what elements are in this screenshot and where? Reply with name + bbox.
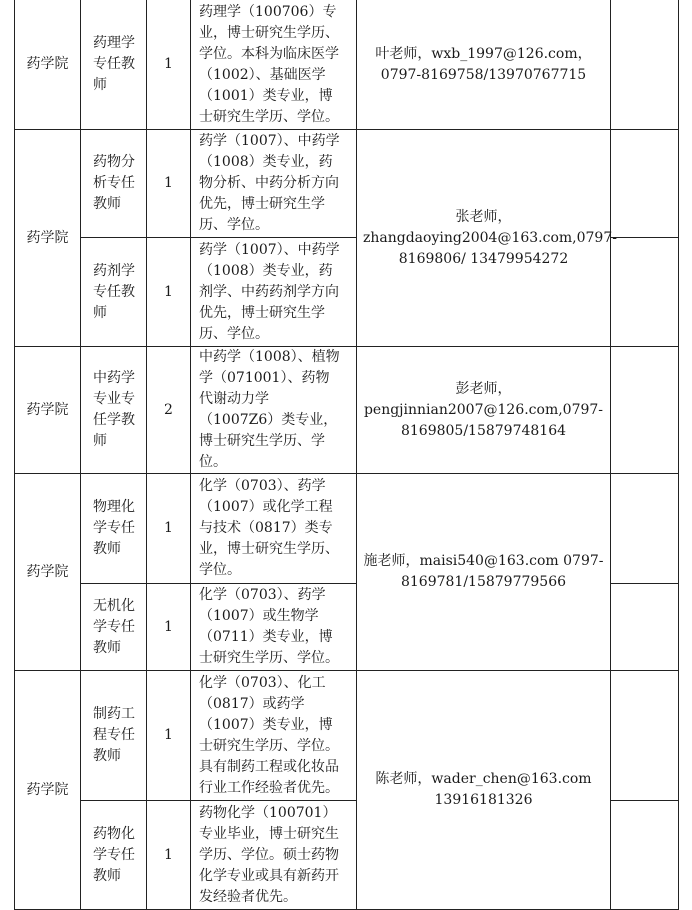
department-cell: 药学院 bbox=[15, 0, 81, 130]
requirement-cell bbox=[191, 584, 357, 671]
note-cell bbox=[611, 584, 679, 671]
requirement-cell bbox=[191, 801, 357, 910]
position-text: 中药学专业专任学教师 bbox=[93, 370, 135, 449]
headcount-cell: 1 bbox=[147, 130, 191, 238]
position-text: 药理学专任教师 bbox=[93, 35, 135, 93]
position-cell bbox=[81, 671, 147, 801]
requirement-text: 中药学（1008）、植物学（071001）、药物代谢动力学（1007Z6）类专业，博士研究生学历、学位。 bbox=[199, 349, 340, 470]
position-cell bbox=[81, 238, 147, 347]
position-text: 无机化学专任教师 bbox=[93, 597, 135, 656]
headcount-cell: 1 bbox=[147, 0, 191, 130]
headcount-cell: 2 bbox=[147, 347, 191, 474]
note-cell bbox=[611, 238, 679, 347]
contact-cell: 施老师，maisi540@163.com 0797-8169781/15879779566 bbox=[357, 474, 611, 671]
position-text: 制药工程专任教师 bbox=[93, 706, 135, 764]
requirement-cell bbox=[191, 130, 357, 238]
requirement-cell bbox=[191, 347, 357, 474]
headcount-cell: 1 bbox=[147, 584, 191, 671]
position-cell bbox=[81, 0, 147, 130]
requirement-text: 药物化学（100701）专业毕业，博士研究生学历、学位。硕士药物化学专业或具有新药开发经验者优先。 bbox=[199, 804, 339, 905]
note-cell bbox=[611, 671, 679, 801]
requirement-cell bbox=[191, 238, 357, 347]
table-row bbox=[15, 0, 679, 130]
position-text: 药物分析专任教师 bbox=[93, 154, 135, 212]
table-row bbox=[15, 347, 679, 474]
position-cell bbox=[81, 801, 147, 910]
contact-cell: 张老师，zhangdaoying2004@163.com,0797-8169806/ 13479954272 bbox=[357, 130, 611, 347]
recruitment-table bbox=[14, 0, 679, 910]
position-cell bbox=[81, 347, 147, 474]
position-text: 药剂学专任教师 bbox=[93, 262, 135, 321]
note-cell bbox=[611, 0, 679, 130]
contact-cell: 彭老师，pengjinnian2007@126.com,0797-8169805/15879748164 bbox=[357, 347, 611, 474]
note-cell bbox=[611, 347, 679, 474]
requirement-text: 化学（0703）、药学（1007）或生物学（0711）类专业，博士研究生学历、学位。 bbox=[199, 587, 339, 666]
requirement-text: 药理学（100706）专业，博士研究生学历、学位。本科为临床医学（1002）、基础医学（1001）类专业，博士研究生学历、学位。 bbox=[199, 3, 339, 125]
requirement-text: 化学（0703）、药学（1007）或化学工程与技术（0817）类专业，博士研究生学历、学位。 bbox=[199, 478, 339, 578]
headcount-cell: 1 bbox=[147, 238, 191, 347]
headcount-cell: 1 bbox=[147, 474, 191, 584]
requirement-text: 化学（0703）、化工（0817）或药学（1007）类专业，博士研究生学历、学位。具有制药工程或化妆品行业工作经验者优先。 bbox=[199, 674, 339, 796]
requirement-cell bbox=[191, 474, 357, 584]
department-cell: 药学院 bbox=[15, 347, 81, 474]
position-cell bbox=[81, 474, 147, 584]
requirement-text: 药学（1007）、中药学（1008）类专业，药物分析、中药分析方向优先，博士研究生学历、学位。 bbox=[199, 133, 340, 233]
requirement-cell bbox=[191, 671, 357, 801]
headcount-cell: 1 bbox=[147, 671, 191, 801]
table-row bbox=[15, 474, 679, 584]
department-cell: 药学院 bbox=[15, 671, 81, 910]
position-text: 物理化学专任教师 bbox=[93, 499, 135, 557]
requirement-text: 药学（1007）、中药学（1008）类专业，药剂学、中药药剂学方向优先，博士研究生学历、学位。 bbox=[199, 241, 340, 342]
headcount-cell: 1 bbox=[147, 801, 191, 910]
position-text: 药物化学专任教师 bbox=[93, 825, 135, 884]
contact-cell: 叶老师，wxb_1997@126.com，0797-8169758/13970767715 bbox=[357, 0, 611, 130]
department-cell: 药学院 bbox=[15, 130, 81, 347]
note-cell bbox=[611, 474, 679, 584]
department-cell: 药学院 bbox=[15, 474, 81, 671]
table-row bbox=[15, 671, 679, 801]
requirement-cell bbox=[191, 0, 357, 130]
note-cell bbox=[611, 130, 679, 238]
table-row bbox=[15, 130, 679, 238]
note-cell bbox=[611, 801, 679, 910]
contact-cell: 陈老师，wader_chen@163.com 13916181326 bbox=[357, 671, 611, 910]
position-cell bbox=[81, 130, 147, 238]
position-cell bbox=[81, 584, 147, 671]
